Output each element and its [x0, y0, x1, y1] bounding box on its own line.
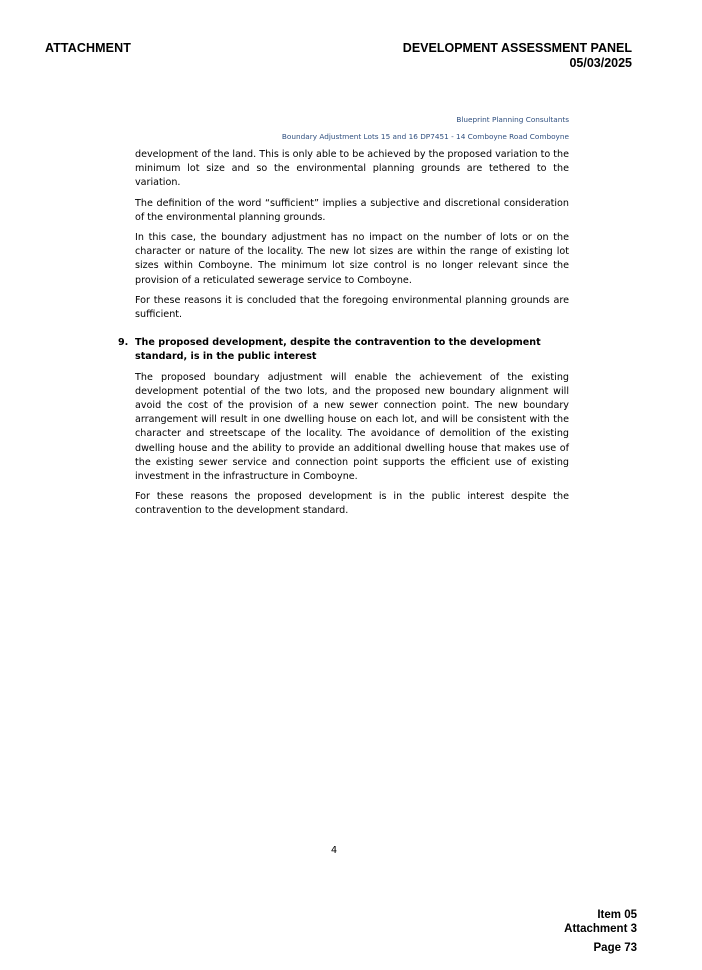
footer-reference [564, 909, 637, 956]
attachment-label: ATTACHMENT [45, 41, 131, 55]
document-subject: Boundary Adjustment Lots 15 and 16 DP7451 - 14 Comboyne Road Comboyne [281, 132, 569, 141]
section-heading-text: The proposed development, despite the contravention to the development standard, is in the public interest [135, 337, 541, 363]
paragraph: For these reasons the proposed development is in the public interest despite the contravention to the development standard. [135, 491, 569, 517]
paragraph: In this case, the boundary adjustment has no impact on the number of lots or on the character or nature of the locality. The new lot sizes are within the range of existing lot sizes within Comboyne. The minimum lot size control is no longer relevant since the provision of a reticulated sewerage service to Comboyne. [135, 232, 569, 286]
footer-item: Item 05 [597, 909, 637, 921]
page-number: 4 [331, 845, 338, 856]
paragraph: development of the land. This is only able to be achieved by the proposed variation to the minimum lot size and so the environmental planning grounds are tethered to the variation. [135, 149, 569, 189]
panel-title: DEVELOPMENT ASSESSMENT PANEL [402, 41, 632, 55]
paragraph: The proposed boundary adjustment will enable the achievement of the existing development potential of the two lots, and the proposed new boundary alignment will avoid the cost of the provision of a new sewer connection point. The new boundary arrangement will result in one dwelling house on each lot, and will be consistent with the character and streetscape of the locality. The avoidance of demolition of the existing dwelling house and the ability to provide an additional dwelling house that makes use of the existing sewer service and connection point supports the efficient use of existing investment in the infrastructure in Comboyne. [135, 371, 569, 483]
section-heading [118, 336, 569, 364]
consultant-name: Blueprint Planning Consultants [456, 115, 569, 124]
section-number: 9. [118, 337, 129, 349]
document-body [118, 148, 569, 525]
footer-page: Page 73 [593, 942, 637, 954]
panel-header [403, 41, 632, 71]
paragraph: The definition of the word “sufficient” implies a subjective and discretional consideration of the environmental planning grounds. [135, 197, 569, 223]
panel-date: 05/03/2025 [569, 56, 632, 70]
footer-attachment: Attachment 3 [564, 922, 637, 935]
paragraph: For these reasons it is concluded that the foregoing environmental planning grounds are sufficient. [135, 294, 569, 321]
